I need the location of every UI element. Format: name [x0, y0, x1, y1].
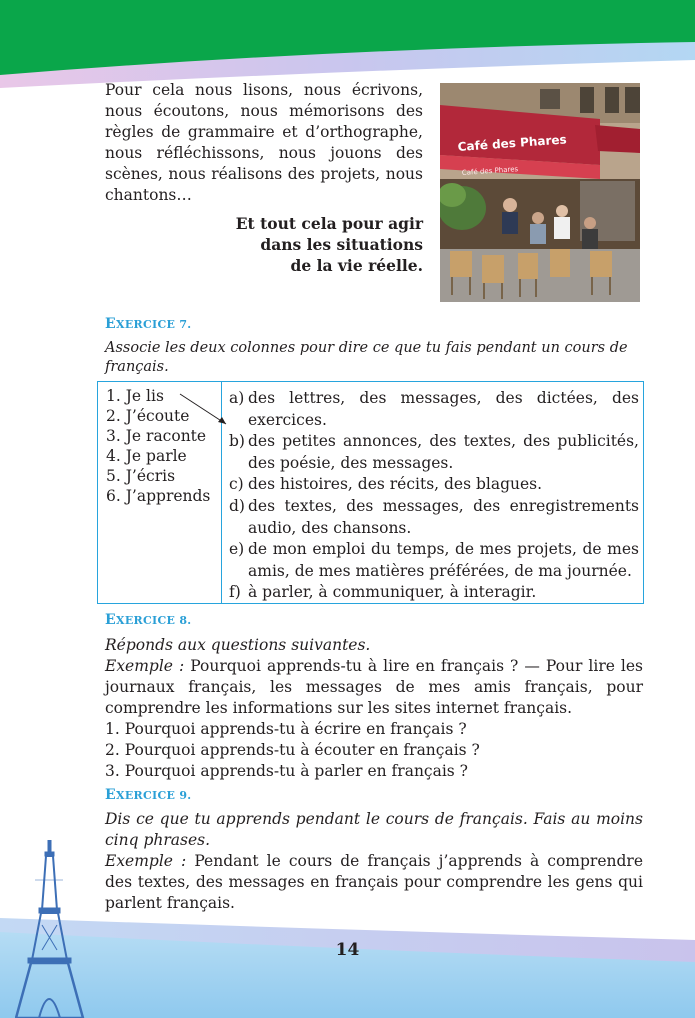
header-band — [0, 0, 695, 90]
exercise8-questions — [105, 719, 643, 782]
exercise9-example: Exemple : Pendant le cours de français j’apprends à comprendre des textes, des messages en français pour comprendre les gens qui parlent français. — [105, 852, 643, 912]
intro-bold-line: dans les situations — [260, 235, 423, 254]
right-item: b) des petites annonces, des textes, des publicités, des poésie, des messages. — [229, 432, 639, 472]
right-item: e) de mon emploi du temps, de mes projets, de mes amis, de mes matières préférées, de ma journée. — [229, 540, 639, 580]
left-item: 1. Je lis — [106, 387, 164, 405]
cafe-sign-text: Café des Phares — [457, 132, 568, 154]
question-item: 3. Pourquoi apprends-tu à parler en français ? — [105, 762, 468, 780]
right-item: f) à parler, à communiquer, à interagir. — [229, 583, 537, 602]
exercise7-instruction: Associe les deux colonnes pour dire ce que tu fais pendant un cours de français. — [105, 340, 628, 375]
exercise8-instruction: Réponds aux questions suivantes. — [105, 636, 371, 654]
question-item: 2. Pourquoi apprends-tu à écouter en français ? — [105, 741, 480, 759]
matching-table — [97, 381, 644, 604]
cafe-awning-text: Café des Phares — [461, 165, 519, 177]
right-item: a) des lettres, des messages, des dictées, des exercices. — [229, 389, 639, 429]
exercise7-title: EXERCICE 7. — [105, 316, 192, 332]
left-item: 6. J’apprends — [106, 487, 211, 505]
intro-bold-text — [220, 213, 423, 276]
exercise9-block — [105, 809, 643, 914]
exercise8-example: Exemple : Pourquoi apprends-tu à lire en français ? — Pour lire les journaux français, les messages de mes amis français, pour comprendre les informations sur les sites internet français. — [105, 657, 643, 717]
intro-bold-line: de la vie réelle. — [290, 256, 423, 275]
cafe-photo — [440, 83, 640, 302]
left-item: 2. J’écoute — [106, 407, 190, 425]
exercise9-instruction: Dis ce que tu apprends pendant le cours de français. Fais au moins cinq phrases. — [105, 810, 643, 849]
intro-bold-line: Et tout cela pour agir — [235, 214, 423, 233]
left-item: 5. J’écris — [106, 467, 176, 485]
question-item: 1. Pourquoi apprends-tu à écrire en français ? — [105, 720, 467, 738]
right-column — [229, 388, 639, 604]
right-item: d) des textes, des messages, des enregistrements audio, des chansons. — [229, 496, 639, 537]
eiffel-tower-icon — [15, 840, 85, 1018]
page-number: 14 — [335, 940, 360, 960]
left-item: 3. Je raconte — [106, 427, 207, 445]
exercise9-title: EXERCICE 9. — [105, 787, 192, 803]
left-item: 4. Je parle — [106, 447, 187, 465]
right-item: c) des histoires, des récits, des blagues. — [229, 475, 543, 494]
exercise8-block — [105, 635, 643, 719]
exercise8-title: EXERCICE 8. — [105, 612, 192, 628]
intro-paragraph: Pour cela nous lisons, nous écrivons, nous écoutons, nous mémorisons des règles de grammaire et d’orthographe, nous réfléchissons, nous jouons des scènes, nous réalisons des projets, nous chantons… — [105, 81, 423, 204]
